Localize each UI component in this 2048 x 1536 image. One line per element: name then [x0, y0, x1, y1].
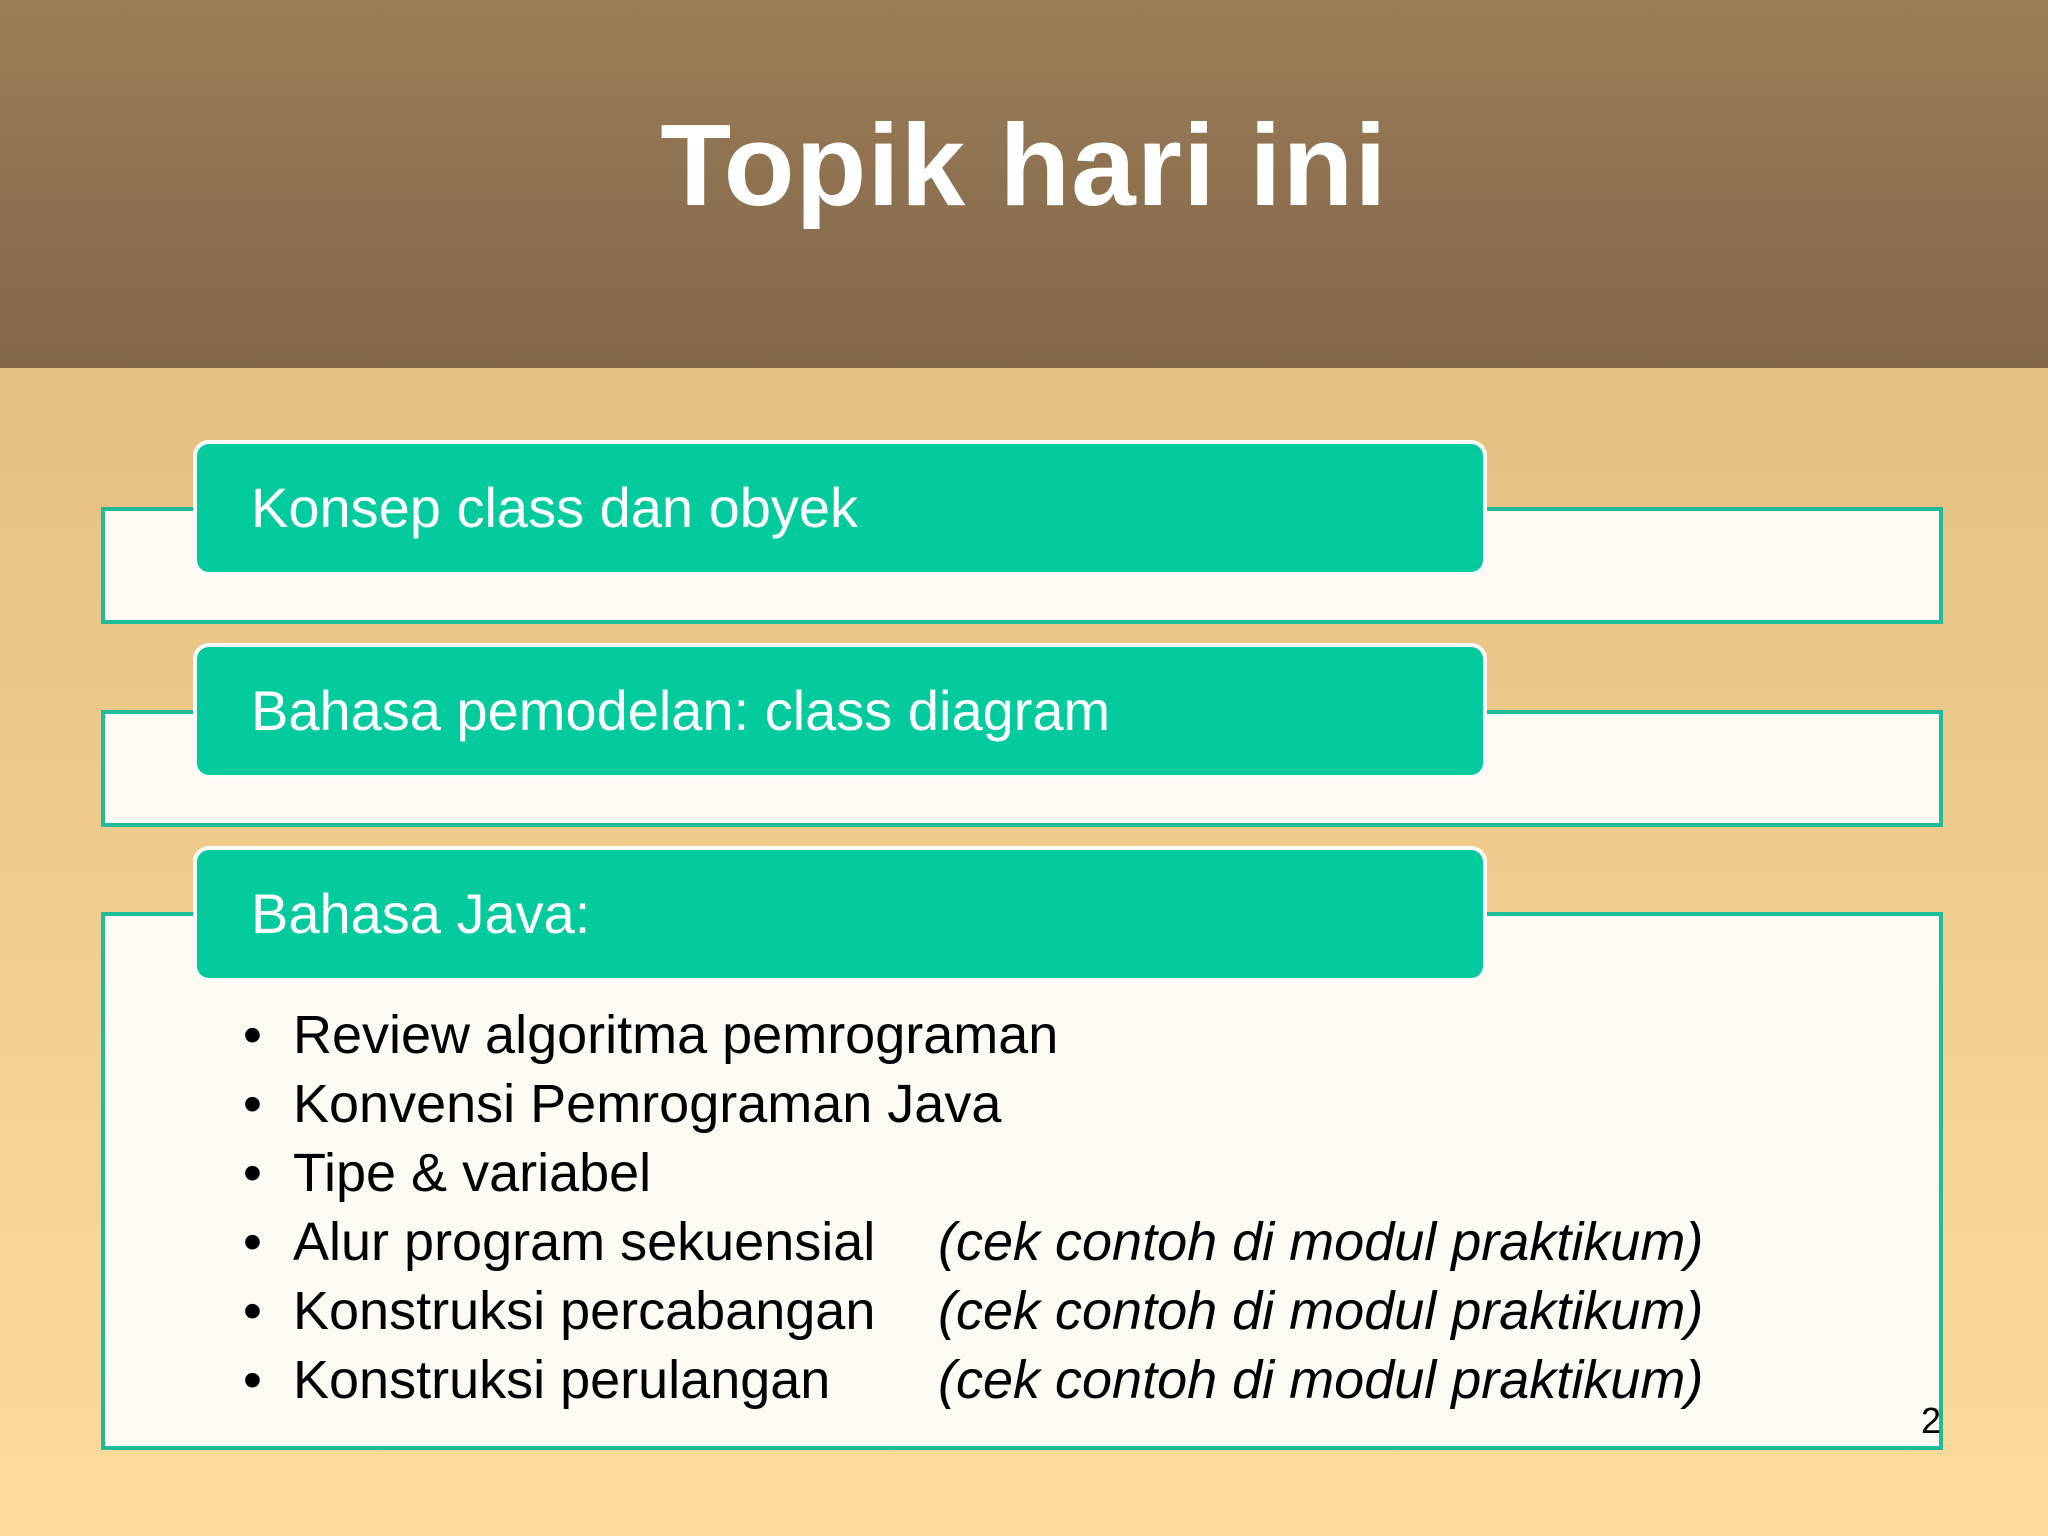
- bullet-icon: •: [243, 1212, 262, 1272]
- list-item: [243, 1001, 1703, 1070]
- java-topics-list: [243, 1001, 1703, 1415]
- bullet-icon: •: [243, 1281, 262, 1341]
- slide-title: Topik hari ini: [660, 100, 1388, 230]
- bullet-icon: •: [243, 1350, 262, 1410]
- page-number: 2: [1921, 1400, 1942, 1441]
- bullet-icon: •: [243, 1074, 262, 1134]
- section-tab-class-object: Konsep class dan obyek: [193, 440, 1487, 576]
- list-item-text: Tipe & variabel: [293, 1143, 652, 1203]
- section-tab-java: Bahasa Java:: [193, 846, 1487, 982]
- list-item: [243, 1346, 1703, 1415]
- list-item: [243, 1139, 1703, 1208]
- list-item-text: Konstruksi perulangan: [293, 1350, 831, 1410]
- list-item-text: Konstruksi percabangan: [293, 1281, 876, 1341]
- section-tab-class-diagram: Bahasa pemodelan: class diagram: [193, 643, 1487, 779]
- list-item-text: Konvensi Pemrograman Java: [293, 1074, 1002, 1134]
- list-item-note: (cek contoh di modul praktikum): [938, 1350, 1704, 1410]
- list-item: [243, 1070, 1703, 1139]
- list-item-text: Review algoritma pemrograman: [293, 1005, 1059, 1065]
- list-item: [243, 1277, 1703, 1346]
- list-item-note: (cek contoh di modul praktikum): [938, 1212, 1704, 1272]
- list-item-text: Alur program sekuensial: [293, 1212, 876, 1272]
- list-item-note: (cek contoh di modul praktikum): [938, 1281, 1704, 1341]
- bullet-icon: •: [243, 1143, 262, 1203]
- bullet-icon: •: [243, 1005, 262, 1065]
- list-item: [243, 1208, 1703, 1277]
